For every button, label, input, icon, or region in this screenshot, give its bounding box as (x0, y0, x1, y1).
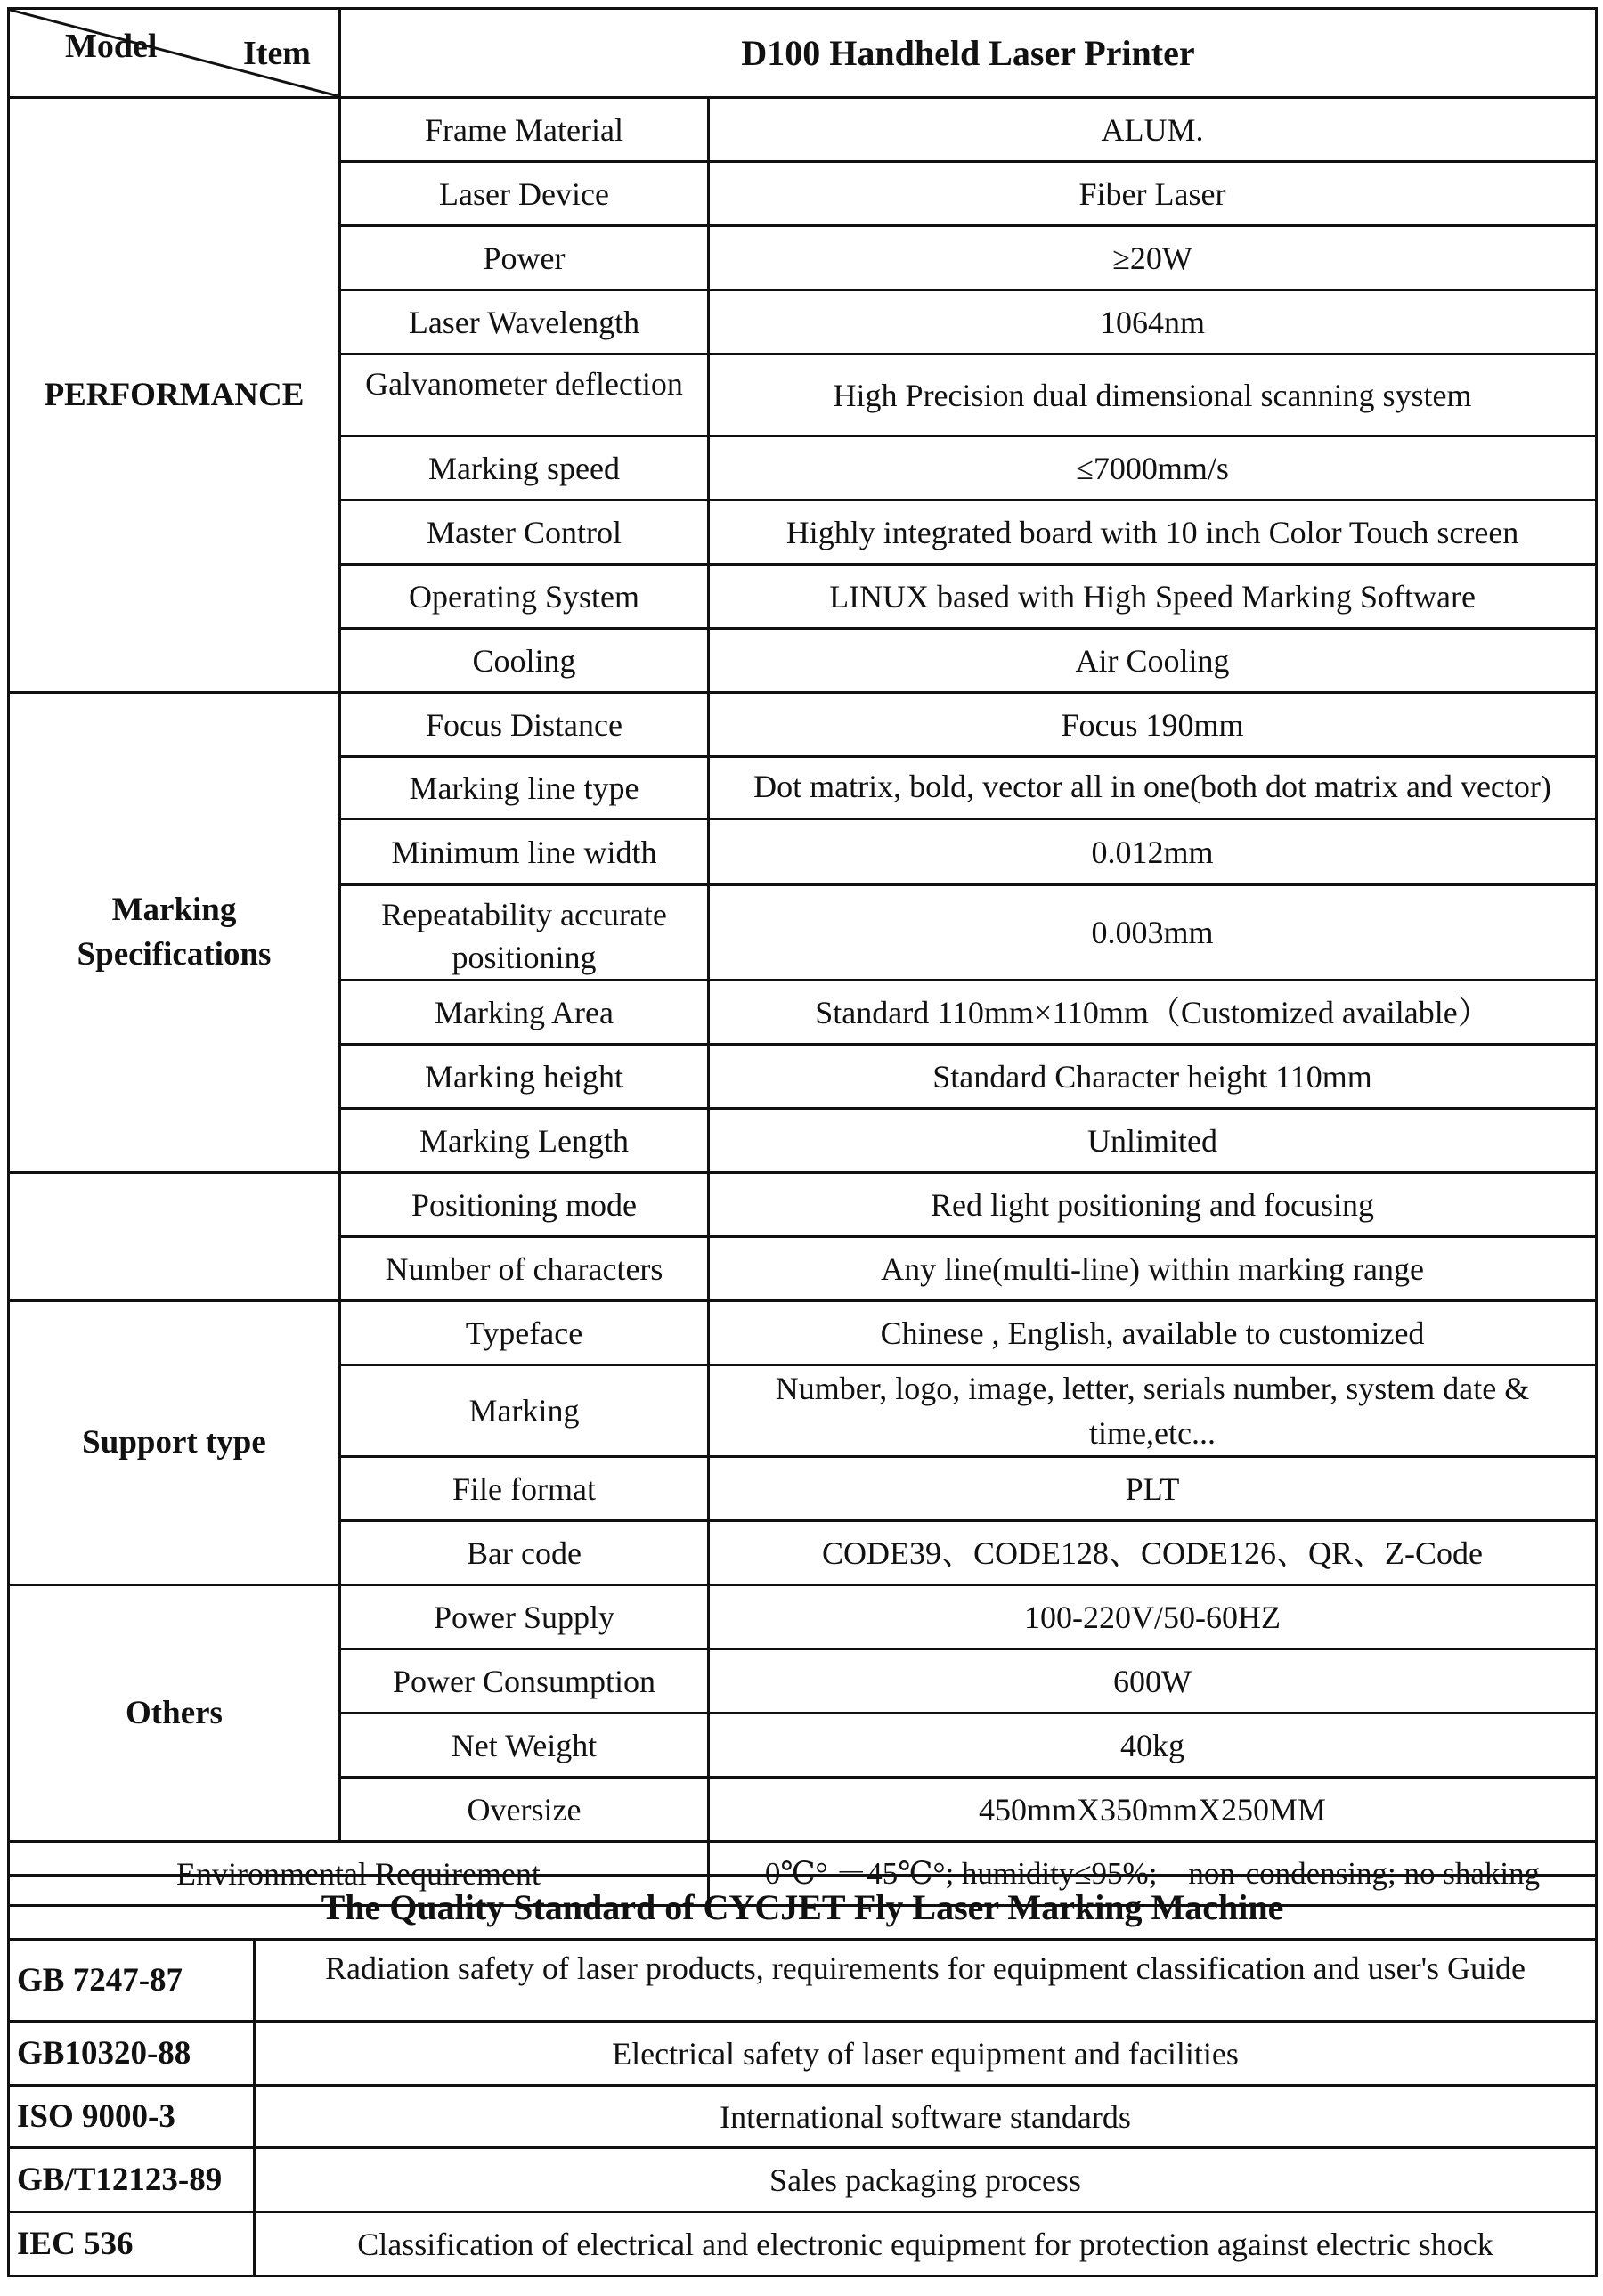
item-cell: Marking Area (340, 981, 709, 1045)
value-cell: Number, logo, image, letter, serials number, system date & time,etc... (709, 1365, 1597, 1457)
item-cell: Marking Length (340, 1109, 709, 1173)
value-cell: Any line(multi-line) within marking range (709, 1237, 1597, 1301)
category-cell: PERFORMANCE (9, 98, 340, 693)
model-label: Model (65, 28, 158, 65)
item-cell: Frame Material (340, 98, 709, 162)
table-row (9, 1301, 1597, 1365)
value-cell: Focus 190mm (709, 693, 1597, 757)
table-row (9, 2212, 1597, 2276)
table-row (9, 98, 1597, 162)
value-cell: High Precision dual dimensional scanning system (709, 354, 1597, 436)
item-cell: Power Supply (340, 1585, 709, 1649)
item-cell: Marking height (340, 1045, 709, 1109)
item-cell: Laser Device (340, 162, 709, 226)
item-cell: File format (340, 1457, 709, 1521)
item-cell: Oversize (340, 1778, 709, 1842)
item-cell: Power Consumption (340, 1649, 709, 1714)
model-item-corner-cell (9, 9, 340, 98)
table-row (9, 2022, 1597, 2086)
value-cell: 0.012mm (709, 819, 1597, 885)
value-cell: 450mmX350mmX250MM (709, 1778, 1597, 1842)
spec-table (7, 7, 1598, 1907)
table-row (9, 1173, 1597, 1237)
item-cell: Repeatability accurate positioning (340, 885, 709, 981)
table-row (9, 2148, 1597, 2212)
item-cell: Marking line type (340, 757, 709, 819)
item-cell: Power (340, 226, 709, 290)
product-title: D100 Handheld Laser Printer (340, 9, 1597, 98)
standard-code: GB/T12123-89 (9, 2148, 255, 2212)
header-row (9, 9, 1597, 98)
value-cell: Standard Character height 110mm (709, 1045, 1597, 1109)
item-cell: Typeface (340, 1301, 709, 1365)
item-label: Item (243, 35, 311, 72)
value-cell: 40kg (709, 1714, 1597, 1778)
standard-description: Radiation safety of laser products, requirements for equipment classification and user's Guide (255, 1940, 1597, 2022)
table-row (9, 2086, 1597, 2148)
item-cell: Marking speed (340, 436, 709, 501)
item-cell: Laser Wavelength (340, 290, 709, 354)
value-cell: 100-220V/50-60HZ (709, 1585, 1597, 1649)
value-cell: PLT (709, 1457, 1597, 1521)
value-cell: Highly integrated board with 10 inch Color Touch screen (709, 501, 1597, 565)
environment-value: 0℃° －45℃°; humidity≤95%; non-condensing; no shaking (709, 1842, 1597, 1906)
table-row (9, 1585, 1597, 1649)
value-cell: Unlimited (709, 1109, 1597, 1173)
item-cell: Minimum line width (340, 819, 709, 885)
table-row (9, 693, 1597, 757)
value-cell: ALUM. (709, 98, 1597, 162)
value-cell: Standard 110mm×110mm（Customized available） (709, 981, 1597, 1045)
standard-description: International software standards (255, 2086, 1597, 2148)
value-cell: ≤7000mm/s (709, 436, 1597, 501)
category-cell: Others (9, 1585, 340, 1842)
item-cell: Operating System (340, 565, 709, 629)
category-cell: Marking Specifications (9, 693, 340, 1173)
standard-description: Classification of electrical and electronic equipment for protection against electric shock (255, 2212, 1597, 2276)
quality-standards-table (7, 1874, 1598, 2277)
item-cell: Cooling (340, 629, 709, 693)
item-cell: Positioning mode (340, 1173, 709, 1237)
value-cell: 0.003mm (709, 885, 1597, 981)
standards-title: The Quality Standard of CYCJET Fly Laser Marking Machine (9, 1876, 1597, 1940)
value-cell: Air Cooling (709, 629, 1597, 693)
value-cell: 600W (709, 1649, 1597, 1714)
item-cell: Marking (340, 1365, 709, 1457)
standard-description: Electrical safety of laser equipment and facilities (255, 2022, 1597, 2086)
category-cell (9, 1173, 340, 1301)
standard-code: GB 7247-87 (9, 1940, 255, 2022)
standard-code: ISO 9000-3 (9, 2086, 255, 2148)
item-cell: Net Weight (340, 1714, 709, 1778)
standard-code: IEC 536 (9, 2212, 255, 2276)
item-cell: Number of characters (340, 1237, 709, 1301)
value-cell: 1064nm (709, 290, 1597, 354)
table-row (9, 1940, 1597, 2022)
environment-label: Environmental Requirement (9, 1842, 709, 1906)
standard-description: Sales packaging process (255, 2148, 1597, 2212)
value-cell: ≥20W (709, 226, 1597, 290)
value-cell: Red light positioning and focusing (709, 1173, 1597, 1237)
value-cell: CODE39、CODE128、CODE126、QR、Z-Code (709, 1521, 1597, 1585)
standards-title-row (9, 1876, 1597, 1940)
item-cell: Master Control (340, 501, 709, 565)
value-cell: Fiber Laser (709, 162, 1597, 226)
item-cell: Focus Distance (340, 693, 709, 757)
value-cell: Chinese , English, available to customized (709, 1301, 1597, 1365)
item-cell: Galvanometer deflection (340, 354, 709, 436)
item-cell: Bar code (340, 1521, 709, 1585)
value-cell: Dot matrix, bold, vector all in one(both dot matrix and vector) (709, 757, 1597, 819)
standard-code: GB10320-88 (9, 2022, 255, 2086)
category-cell: Support type (9, 1301, 340, 1585)
value-cell: LINUX based with High Speed Marking Software (709, 565, 1597, 629)
